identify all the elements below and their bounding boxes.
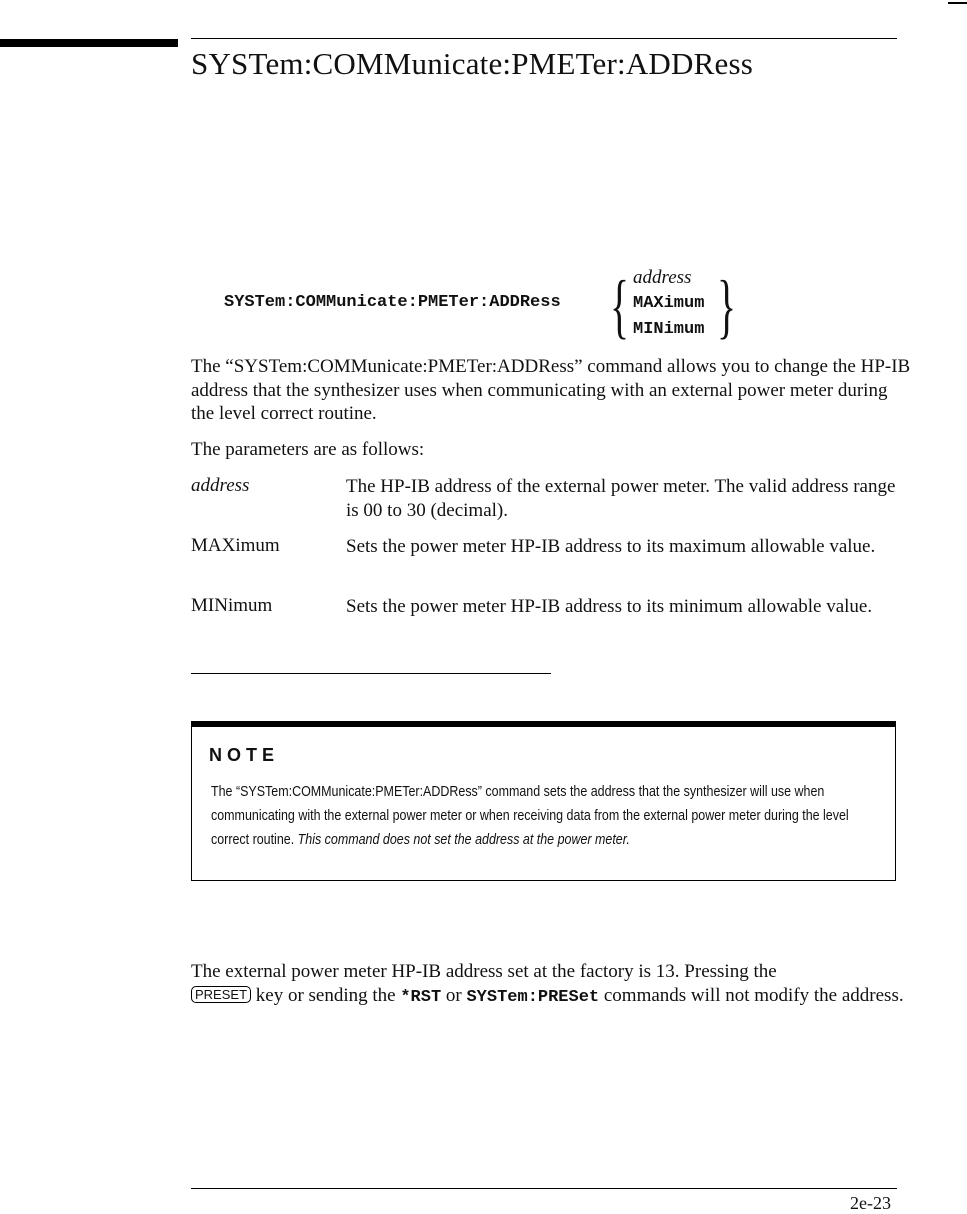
factory-default-paragraph xyxy=(191,960,911,1009)
footer-text-mid2: or xyxy=(445,984,462,1006)
parameters-intro: The parameters are as follows: xyxy=(191,439,425,460)
param-desc-minimum: Sets the power meter HP-IB address to its minimum allowable value. xyxy=(346,596,873,617)
syntax-option-maximum: MAXimum xyxy=(633,294,705,313)
section-tab-rule xyxy=(0,39,178,47)
param-desc-maximum: Sets the power meter HP-IB address to its maximum allowable value. xyxy=(346,536,876,557)
syntax-option-minimum: MINimum xyxy=(633,320,705,339)
footer-text-mid1: key or sending the xyxy=(255,984,396,1006)
note-label: NOTE xyxy=(209,745,280,765)
right-brace: } xyxy=(717,266,737,346)
note-emphasis: This command does not set the address at the power meter. xyxy=(297,832,630,848)
divider-rule xyxy=(191,673,551,674)
param-name-address: address xyxy=(191,475,250,496)
syntax-command: SYSTem:COMMunicate:PMETer:ADDRess xyxy=(224,293,561,312)
preset-key: PRESET xyxy=(191,986,251,1003)
param-name-minimum: MINimum xyxy=(191,595,273,616)
note-body: The “SYSTem:COMMunicate:PMETer:ADDRess” command sets the address that the synthesizer will use when communicating with the external power meter or when receiving data from the external power meter during the level correct routine. xyxy=(211,784,849,848)
syntax-option-address: address xyxy=(633,267,692,288)
footer-text-after: commands will not modify the address. xyxy=(603,984,904,1006)
footer-text-before: The external power meter HP-IB address set at the factory is 13. Pressing the xyxy=(191,961,777,982)
left-brace: { xyxy=(610,266,630,346)
param-desc-address: The HP-IB address of the external power meter. The valid address range is 00 to 30 (decimal). xyxy=(346,476,896,521)
intro-paragraph: The “SYSTem:COMMunicate:PMETer:ADDRess” command allows you to change the HP-IB address that the synthesizer uses when communicating with an external power meter during the level correct routine. xyxy=(191,356,911,424)
preset-command: SYSTem:PRESet xyxy=(466,987,600,1007)
corner-mark xyxy=(948,2,967,4)
param-name-maximum: MAXimum xyxy=(191,535,280,556)
top-rule xyxy=(191,38,897,39)
bottom-rule xyxy=(191,1188,897,1189)
page-number: 2e-23 xyxy=(850,1193,891,1213)
rst-command: *RST xyxy=(400,987,442,1007)
page-title: SYSTem:COMMunicate:PMETer:ADDRess xyxy=(191,46,753,81)
note-text xyxy=(211,780,884,852)
